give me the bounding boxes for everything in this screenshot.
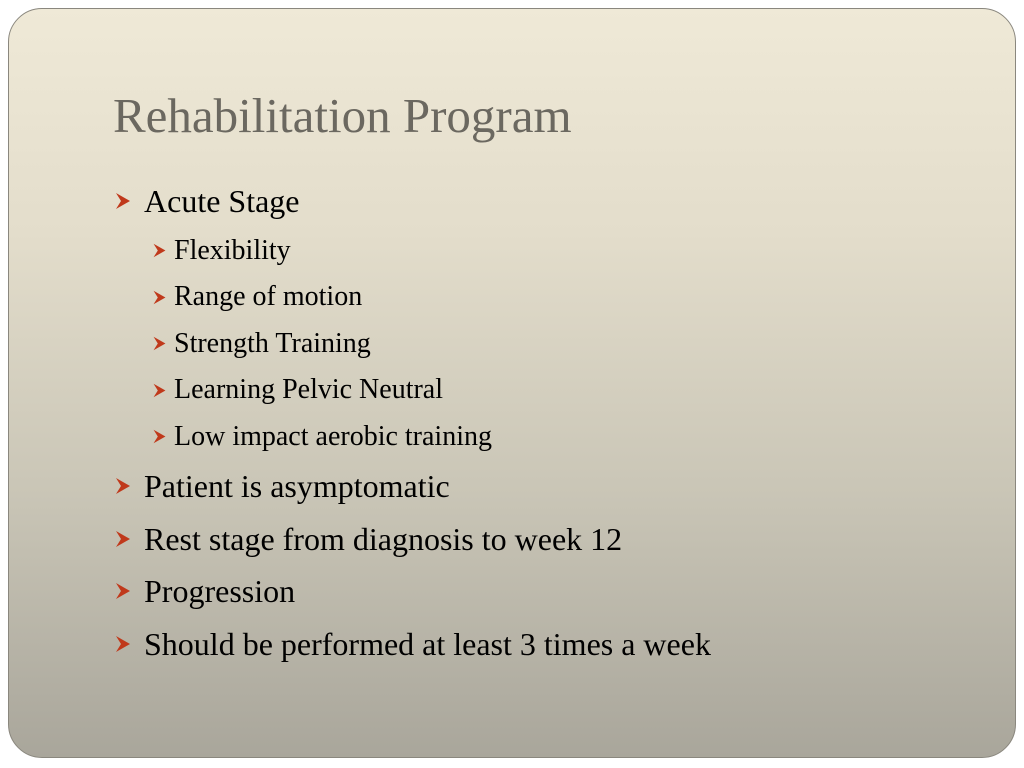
bullet-list <box>113 175 711 670</box>
sub-bullet-item <box>113 414 711 461</box>
bullet-label: Progression <box>144 573 296 610</box>
bullet-label: Rest stage from diagnosis to week 12 <box>144 520 623 557</box>
arrow-bullet-icon <box>113 529 144 549</box>
arrow-bullet-icon <box>113 191 144 211</box>
slide <box>8 8 1016 758</box>
sub-bullet-item <box>113 321 711 368</box>
sub-bullet-item <box>113 367 711 414</box>
arrow-bullet-icon <box>151 428 174 445</box>
slide-title: Rehabilitation Program <box>113 88 572 143</box>
sub-bullet-label: Range of motion <box>174 281 363 313</box>
sub-bullet-label: Flexibility <box>174 234 291 266</box>
bullet-label: Patient is asymptomatic <box>144 468 450 505</box>
arrow-bullet-icon <box>151 289 174 306</box>
arrow-bullet-icon <box>113 634 144 654</box>
sub-bullet-label: Learning Pelvic Neutral <box>174 374 444 406</box>
sub-bullet-label: Strength Training <box>174 327 371 359</box>
arrow-bullet-icon <box>151 335 174 352</box>
bullet-item <box>113 513 711 566</box>
sub-bullet-item <box>113 274 711 321</box>
bullet-item <box>113 175 711 228</box>
bullet-item <box>113 565 711 618</box>
bullet-label: Acute Stage <box>144 183 300 220</box>
bullet-label: Should be performed at least 3 times a week <box>144 625 711 662</box>
arrow-bullet-icon <box>113 476 144 496</box>
arrow-bullet-icon <box>151 242 174 259</box>
bullet-item <box>113 460 711 513</box>
sub-bullet-item <box>113 228 711 275</box>
arrow-bullet-icon <box>113 581 144 601</box>
bullet-item <box>113 618 711 671</box>
sub-bullet-label: Low impact aerobic training <box>174 420 492 452</box>
arrow-bullet-icon <box>151 382 174 399</box>
